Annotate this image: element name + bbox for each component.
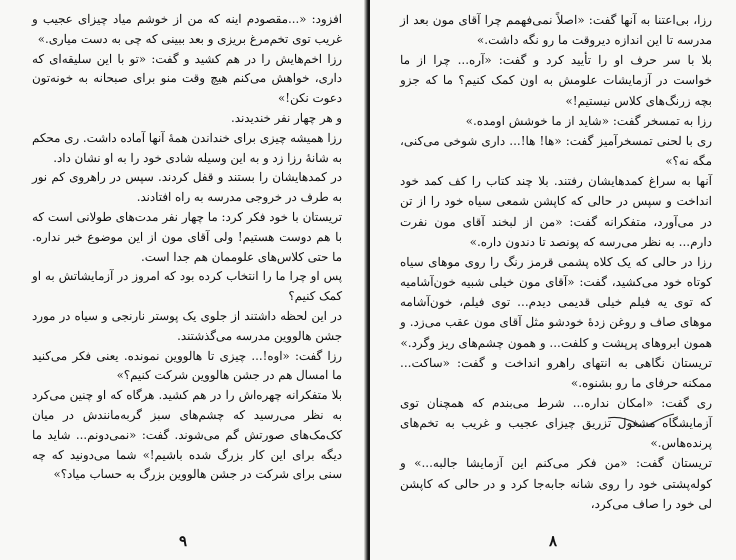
paragraph: بلا متفکرانه چهره‌اش را در هم کشید. هرگاه که او چنین می‌کرد به نظر می‌رسید که چشم‌های سبز گربه‌مانندش در میان کک‌مک‌های صورتش گم می‌شوند. گفت: «نمی‌دونم... شاید ما دیگه برای این کار بزرگ شده باشیم!» شما می‌دونید که چه سنی برای شرکت در جشن هالووین بزرگ به حساب میاد؟» bbox=[32, 388, 342, 482]
page-number: ۸ bbox=[548, 532, 558, 550]
paragraph: و هر چهار نفر خندیدند. bbox=[231, 110, 342, 125]
paragraph: ری گفت: «امکان نداره... شرط می‌بندم که همچنان توی آزمایشگاه مشغول تزریق چیزای عجیب و غریب به تخم‌های پرنده‌هاس.» bbox=[400, 395, 712, 451]
paragraph: آنها به سراغ کمدهایشان رفتند. بلا چند کتاب را کف کمد خود انداخت و سپس در حالی که کاپشن شمعی سیاه خود را از تن در می‌آورد، متفکرانه گفت: «من از لبخند آقای مون نفرت دارم... به نظر می‌رسه که پونصد تا دندون داره.» bbox=[400, 174, 712, 249]
paragraph: بلا با سر حرف او را تأیید کرد و گفت: «آره... چرا از ما خواست در آزمایشات علومش به اون کمک کنیم؟ ما که جزو بچه زرنگ‌های کلاس نیستیم!» bbox=[400, 53, 712, 108]
left-page-text bbox=[32, 10, 342, 485]
pen-stroke-mark bbox=[606, 412, 676, 434]
page-number: ۹ bbox=[178, 532, 188, 550]
paragraph: رزا همیشه چیزی برای خنداندن همهٔ آنها آماده داشت. ری محکم به شانهٔ رزا زد و به این وسیله شادی خود را به او نشان داد. bbox=[32, 130, 342, 165]
paragraph: رزا در حالی که یک کلاه پشمی قرمز رنگ را روی موهای سیاه کوتاه خود می‌کشید، گفت: «آقای مون خیلی شبیه خون‌آشامیه که توی یه فیلم خیلی قدیمی دیدم... توی فیلم، خون‌آشامه موهای صاف و روغن زدهٔ خودشو مثل آقای مون عقب می‌زد. و همون ابروهای پرپشت و کلفت... و همون چشم‌های ریز وگرد.» bbox=[400, 254, 712, 350]
paragraph: ری با لحنی تمسخرآمیز گفت: «ها! ها!... داری شوخی می‌کنی، مگه نه؟» bbox=[400, 133, 712, 169]
paragraph: رزا، بی‌اعتنا به آنها گفت: «اصلاً نمی‌فهمم چرا آقای مون بعد از مدرسه تا این اندازه دیروقت ما رو نگه داشت.» bbox=[400, 13, 712, 48]
paragraph: افزود: «...مقصودم اینه که من از خوشم میاد چیزای عجیب و غریب توی تخم‌مرغ بریزی و بعد ببینی که چی به دست میاری.» bbox=[32, 12, 342, 46]
paragraph: در این لحظه داشتند از جلوی یک پوستر نارنجی و سیاه در مورد جشن هالووین مدرسه می‌گذشتند. bbox=[32, 308, 342, 343]
paragraph: تریستان با خود فکر کرد: ما چهار نفر مدت‌های طولانی است که با هم دوست هستیم! ولی آقای مون از این موضوع خبر نداره. ما حتی کلاس‌های علوممان هم جدا است. bbox=[32, 209, 342, 264]
paragraph: رزا اخم‌هایش را در هم کشید و گفت: «تو با این سلیقه‌ای که داری، خواهش می‌کنم هیچ وقت منو برای صبحانه به خونه‌تون دعوت نکن!» bbox=[32, 51, 342, 106]
right-page-text bbox=[400, 10, 712, 514]
paragraph: تریستان نگاهی به انتهای راهرو انداخت و گفت: «ساکت... ممکنه حرفای ما رو بشنوه.» bbox=[400, 355, 712, 390]
paragraph: پس او چرا ما را انتخاب کرده بود که امروز در آزمایشاتش به او کمک کنیم؟ bbox=[32, 269, 342, 304]
paragraph: در کمدهایشان را بستند و قفل کردند. سپس در راهروی کم نور به طرف در خروجی مدرسه به راه افتادند. bbox=[32, 170, 342, 205]
paragraph: رزا گفت: «اوه!... چیزی تا هالووین نمونده. یعنی فکر می‌کنید ما امسال هم در جشن هالووین شرکت کنیم؟» bbox=[32, 348, 342, 383]
paragraph: رزا به تمسخر گفت: «شاید از ما خوشش اومده.» bbox=[465, 113, 712, 128]
right-page bbox=[370, 0, 736, 560]
paragraph: تریستان گفت: «من فکر می‌کنم این آزمایشا جالبه...» و کوله‌پشتی خود را روی شانه جابه‌جا کرد و در حالی که کاپشن لی خود را صاف می‌کرد، bbox=[400, 456, 712, 511]
left-page bbox=[0, 0, 366, 560]
